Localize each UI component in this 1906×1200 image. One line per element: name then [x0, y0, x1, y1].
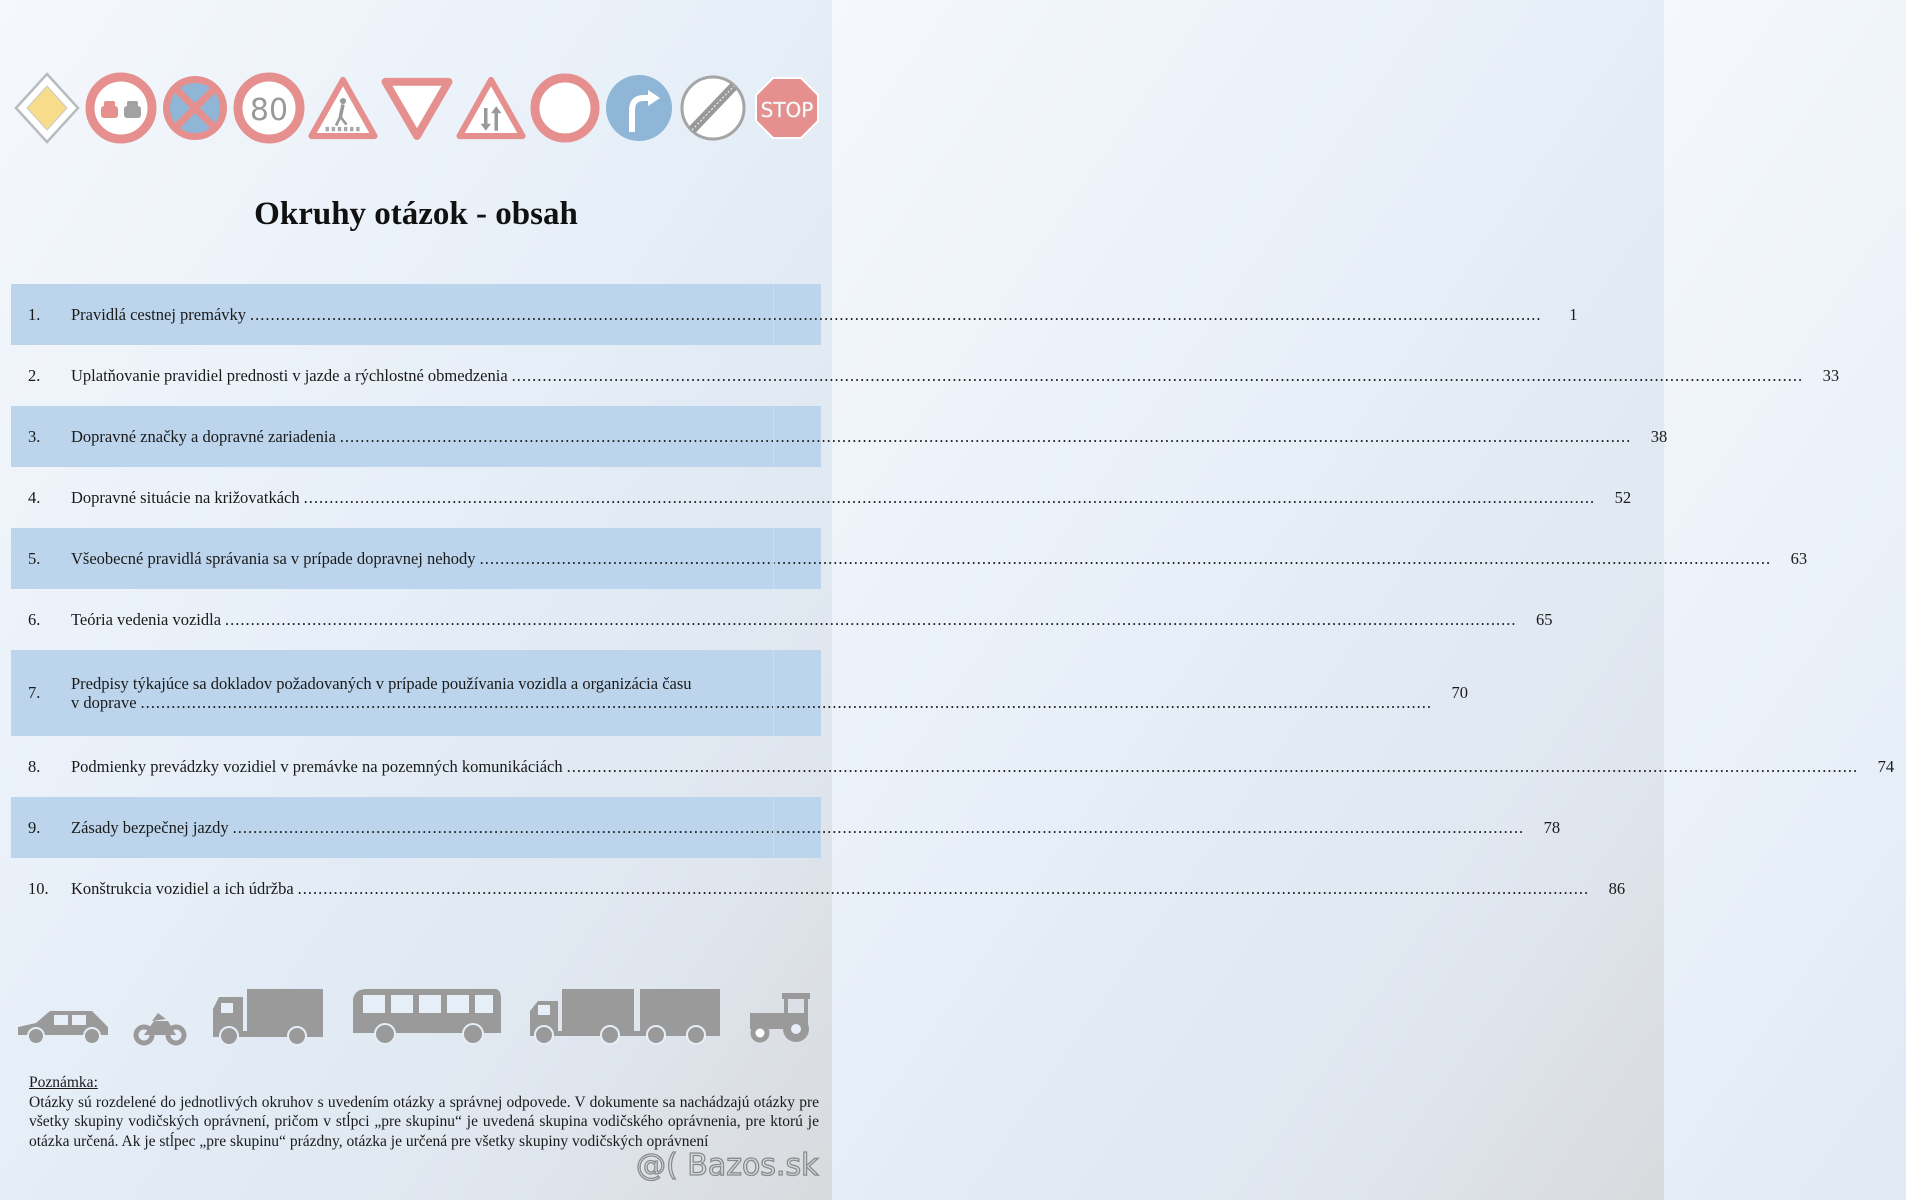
truck-icon: [211, 987, 325, 1045]
two-way-traffic-sign-icon: [456, 70, 526, 146]
leader-dots: [225, 610, 1517, 630]
bus-icon: [349, 987, 503, 1045]
leader-dots: [512, 366, 1804, 386]
leader-dots: [298, 879, 1590, 899]
toc-row[interactable]: [11, 467, 1632, 528]
svg-text:STOP: STOP: [760, 98, 814, 122]
toc-title: Pravidlá cestnej premávky: [71, 304, 247, 324]
toc-number: 2.: [28, 365, 41, 385]
toc-title: Dopravné značky a dopravné zariadenia: [71, 426, 336, 446]
toc-title: Všeobecné pravidlá správania sa v prípade dopravnej nehody: [71, 548, 476, 568]
end-of-restrictions-sign-icon: [678, 70, 748, 146]
toc-row[interactable]: [11, 650, 1469, 736]
no-vehicles-sign-icon: [530, 70, 600, 146]
toc-page-number: 65: [1536, 609, 1553, 629]
vehicle-icons-row: [14, 975, 814, 1045]
priority-road-sign-icon: [12, 70, 82, 146]
leader-dots: [567, 757, 1859, 777]
toc-title: Uplatňovanie pravidiel prednosti v jazde a rýchlostné obmedzenia: [71, 365, 508, 385]
table-of-contents: [11, 284, 1895, 919]
toc-row[interactable]: [11, 406, 1668, 467]
toc-page-number: 74: [1877, 756, 1895, 776]
toc-row[interactable]: [11, 736, 1895, 797]
toc-page-number: 52: [1614, 487, 1632, 507]
svg-text:80: 80: [249, 93, 289, 128]
toc-title: Konštrukcia vozidiel a ich údržba: [71, 878, 294, 898]
toc-title: Teória vedenia vozidla: [71, 609, 222, 629]
toc-title: Dopravné situácie na križovatkách: [71, 487, 300, 507]
toc-row[interactable]: [11, 345, 1840, 406]
leader-dots: [304, 488, 1596, 508]
toc-number: 3.: [28, 426, 41, 446]
motorcycle-icon: [134, 1011, 186, 1045]
toc-title-continued: v doprave: [71, 693, 137, 712]
traffic-signs-banner: [12, 68, 822, 148]
turn-right-sign-icon: [604, 70, 674, 146]
pedestrian-crossing-sign-icon: [308, 70, 378, 146]
speed-limit-sign-icon: [234, 70, 304, 146]
toc-number: 5.: [28, 548, 41, 568]
toc-number: 4.: [28, 487, 41, 507]
toc-row[interactable]: [11, 589, 1553, 650]
leader-dots: [340, 427, 1632, 447]
toc-page-number: 86: [1608, 878, 1626, 898]
toc-title: Zásady bezpečnej jazdy: [71, 817, 229, 837]
toc-row[interactable]: [11, 528, 1808, 589]
leader-dots: [480, 549, 1772, 569]
toc-page-number: 1: [1569, 304, 1578, 324]
note-section: [29, 1073, 819, 1151]
toc-page-number: 78: [1543, 817, 1561, 837]
car-icon: [14, 1005, 110, 1045]
truck-trailer-icon: [528, 987, 724, 1045]
toc-page-number: 38: [1650, 426, 1668, 446]
yield-sign-icon: [382, 70, 452, 146]
toc-number: 7.: [28, 683, 41, 702]
page-title: Okruhy otázok - obsah: [254, 196, 578, 232]
note-body: Otázky sú rozdelené do jednotlivých okruhov s uvedením otázky a správnej odpovede. V dokumente sa nachádzajú otázky pre všetky skupiny vodičských oprávnení, pričom v stĺpci „pre skupinu“ je uvedená skupina vodičského oprávnenia, pre ktorú je otázka určená. Ak je stĺpec „pre skupinu“ prázdny, otázka je určená pre všetky skupiny vodičských oprávnení: [29, 1093, 819, 1150]
toc-number: 1.: [28, 304, 41, 324]
no-stopping-sign-icon: [160, 70, 230, 146]
stop-sign-icon: [752, 70, 822, 146]
toc-page-number: 33: [1822, 365, 1840, 385]
toc-title: Predpisy týkajúce sa dokladov požadovaných v prípade používania vozidla a organizácia času: [71, 674, 692, 693]
leader-dots: [250, 305, 1542, 325]
leader-dots: [141, 693, 1433, 712]
note-title: Poznámka:: [29, 1074, 98, 1091]
no-overtaking-sign-icon: [86, 70, 156, 146]
bazos-watermark: @( Bazos.sk: [636, 1148, 819, 1183]
tractor-icon: [748, 989, 814, 1045]
toc-number: 8.: [28, 756, 41, 776]
leader-dots: [233, 818, 1525, 838]
toc-row[interactable]: [11, 797, 1561, 858]
toc-title: Podmienky prevádzky vozidiel v premávke na pozemných komunikáciách: [71, 756, 563, 776]
toc-page-number: 70: [1451, 683, 1469, 702]
toc-row[interactable]: [11, 858, 1626, 919]
toc-number: 6.: [28, 609, 41, 629]
toc-number: 9.: [28, 817, 41, 837]
toc-page-number: 63: [1790, 548, 1808, 568]
toc-number: 10.: [28, 878, 49, 898]
toc-row[interactable]: [11, 284, 1578, 345]
